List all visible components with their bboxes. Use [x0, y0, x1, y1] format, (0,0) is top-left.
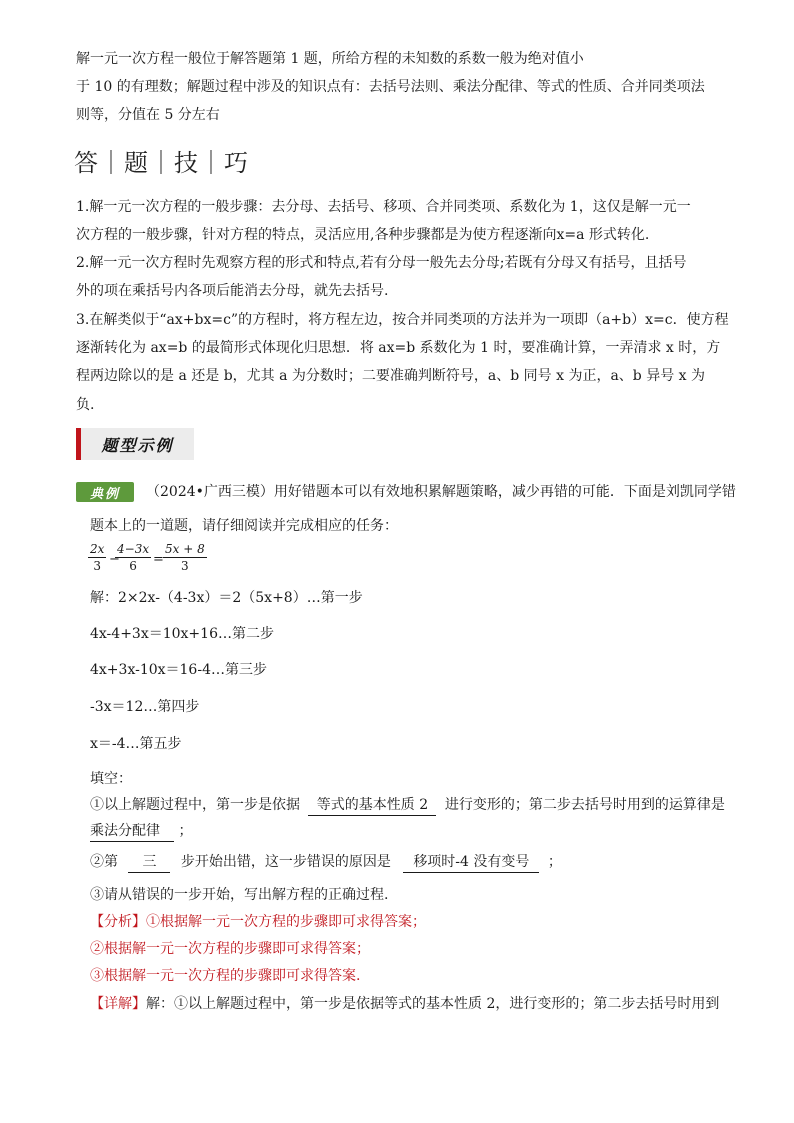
solution-step-4: -3x＝12…第四步: [90, 699, 200, 715]
question-1-prefix: ①以上解题过程中，第一步是依据: [90, 797, 300, 813]
tip-3-line-1: 3.在解类似于“ax+bx=c”的方程时，将方程左边，按合并同类项的方法并为一项即（a+b）x=c．使方程: [76, 312, 729, 328]
detail-label: 【详解】: [90, 996, 146, 1012]
tip-3-line-4: 负.: [76, 397, 95, 413]
detail-line: [90, 994, 719, 1014]
fill-in-title: 填空：: [90, 771, 132, 787]
intro-line-1: 解一元一次方程一般位于解答题第 1 题，所给方程的未知数的系数一般为绝对值小: [76, 51, 584, 67]
tip-3-line-3: 程两边除以的是 a 还是 b，尤其 a 为分数时；二要准确判断符号，a、b 同号 x 为正，a、b 异号 x 为: [76, 368, 706, 384]
tip-1-line-2: 次方程的一般步骤，针对方程的特点，灵活应用,各种步骤都是为使方程逐渐向x=a 形式转化.: [76, 227, 650, 243]
solution-step-3: 4x+3x-10x＝16-4…第三步: [90, 662, 267, 678]
tip-2-line-2: 外的项在乘括号内各项后能消去分母，就先去括号.: [76, 283, 389, 299]
question-3-line: ③请从错误的一步开始，写出解方程的正确过程.: [90, 887, 389, 903]
question-2-prefix: ②第: [90, 854, 118, 870]
question-2-middle: 步开始出错，这一步错误的原因是: [180, 854, 391, 870]
question-1-line-1: [90, 795, 725, 816]
fraction-3-denominator: 3: [181, 559, 189, 573]
tip-3-line-2: 逐渐转化为 ax=b 的最简形式体现化归思想．将 ax=b 系数化为 1 时，要准确计算，一弄清求 x 时，方: [76, 340, 721, 356]
question-1-end: ；: [178, 823, 193, 839]
tip-2-line-1: 2.解一元一次方程时先观察方程的形式和特点,若有分母一般先去分母;若既有分母又有括号，且括号: [76, 255, 687, 271]
equation-fraction-2: [115, 542, 151, 573]
solution-step-1: 解：2×2x-（4-3x）＝2（5x+8）…第一步: [90, 590, 363, 606]
solution-step-5: x＝-4…第五步: [90, 736, 182, 752]
question-2-end: ；: [547, 854, 562, 870]
intro-line-2: 于 10 的有理数；解题过程中涉及的知识点有：去括号法则、乘法分配律、等式的性质、合并同类项法: [76, 79, 705, 95]
analysis-line-2: ②根据解一元一次方程的步骤即可求得答案；: [90, 941, 370, 957]
detail-text: 解：①以上解题过程中，第一步是依据等式的基本性质 2，进行变形的；第二步去括号时用到: [146, 996, 720, 1012]
section-badge-examples: 题型示例: [76, 428, 194, 460]
fraction-1-denominator: 3: [93, 559, 102, 573]
fraction-2-numerator: 4−3x: [117, 542, 150, 556]
question-2-line: [90, 852, 562, 873]
intro-line-3: 则等，分值在 5 分左右: [76, 107, 220, 123]
equation-fraction-1: [88, 542, 106, 573]
fraction-3-numerator: 5x + 8: [165, 542, 205, 556]
equation-equals-sign: =: [153, 552, 164, 567]
analysis-line-3: ③根据解一元一次方程的步骤即可求得答案.: [90, 968, 361, 984]
question-1-middle: 进行变形的；第二步去括号时用到的运算律是: [444, 797, 725, 813]
example-intro-line-1: （2024•广西三模）用好错题本可以有效地积累解题策略，减少再错的可能．下面是刘凯同学错: [146, 484, 736, 500]
example-tag: 典例: [76, 482, 134, 502]
example-intro-line-2: 题本上的一道题，请仔细阅读并完成相应的任务：: [90, 518, 398, 534]
tip-1-line-1: 1.解一元一次方程的一般步骤：去分母、去括号、移项、合并同类项、系数化为 1，这仅是解一元一: [76, 199, 691, 215]
question-2-answer-2: 移项时-4 没有变号: [403, 852, 539, 873]
fraction-2-denominator: 6: [129, 559, 137, 573]
question-1-line-2: [90, 821, 192, 842]
fraction-1-numerator: 2x: [90, 542, 105, 556]
section-heading-tips: 答｜题｜技｜巧: [74, 149, 249, 177]
question-2-answer-1: 三: [128, 852, 170, 873]
equation-fraction-3: [163, 542, 207, 573]
question-1-answer-2: 乘法分配律: [90, 821, 174, 842]
solution-step-2: 4x-4+3x＝10x+16…第二步: [90, 626, 274, 642]
analysis-line-1: 【分析】①根据解一元一次方程的步骤即可求得答案；: [90, 914, 426, 930]
equation-minus-sign: −: [109, 552, 120, 567]
question-1-answer-1: 等式的基本性质 2: [308, 795, 436, 816]
